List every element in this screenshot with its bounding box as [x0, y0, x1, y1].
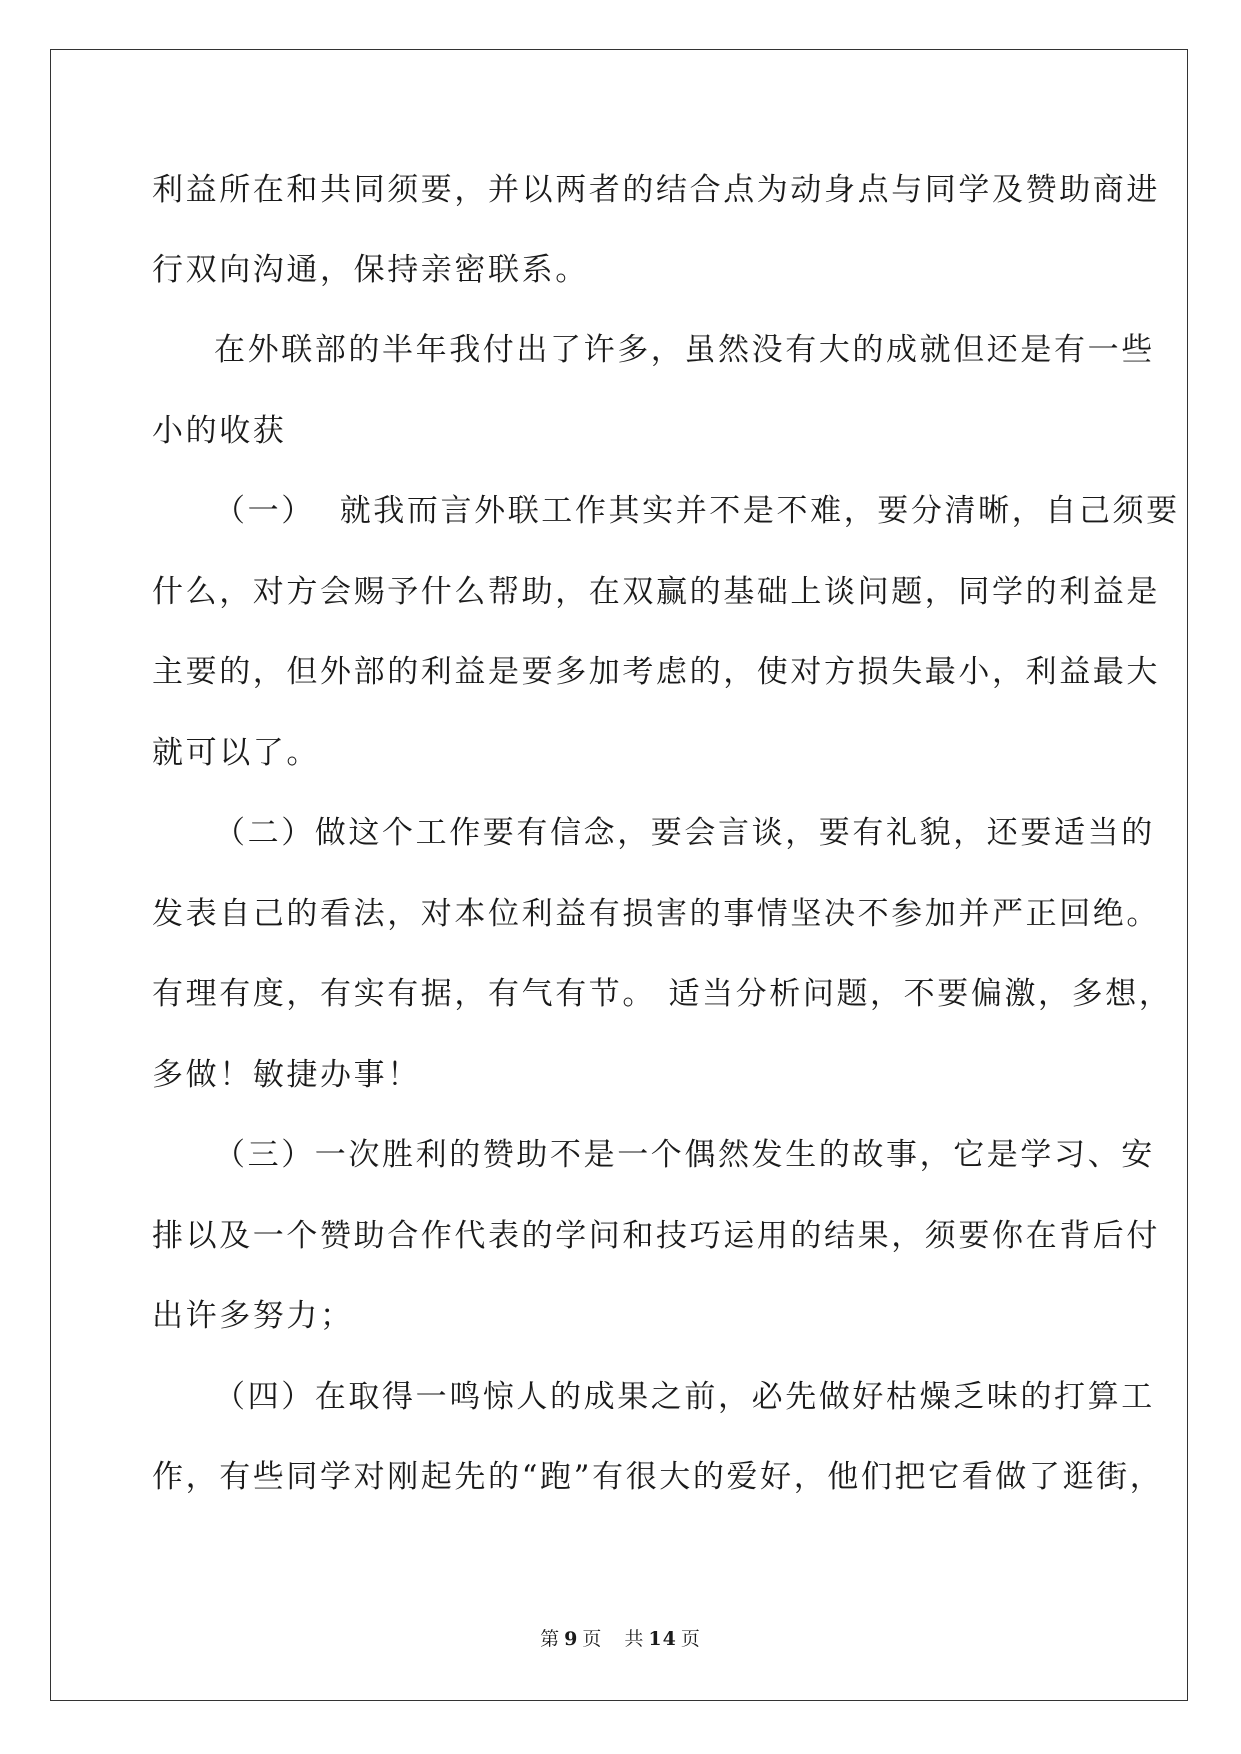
- paragraph-line: （二）做这个工作要有信念，要会言谈，要有礼貌，还要适当的: [214, 815, 1155, 851]
- paragraph-line: 发表自己的看法，对本位利益有损害的事情坚决不参加并严正回绝。: [152, 896, 1160, 932]
- page-footer: [0, 1627, 1241, 1651]
- page-label-suffix: 页: [582, 1628, 603, 1650]
- paragraph-line: 排以及一个赞助合作代表的学问和技巧运用的结果，须要你在背后付: [152, 1218, 1160, 1254]
- paragraph-line: （四）在取得一鸣惊人的成果之前，必先做好枯燥乏味的打算工: [214, 1379, 1155, 1415]
- paragraph-line: 在外联部的半年我付出了许多，虽然没有大的成就但还是有一些: [214, 332, 1155, 368]
- total-label-prefix: 共: [624, 1628, 645, 1650]
- paragraph-line: 就可以了。: [152, 735, 320, 771]
- total-label-suffix: 页: [680, 1628, 701, 1650]
- paragraph-line: 行双向沟通，保持亲密联系。: [152, 252, 589, 288]
- page-label-prefix: 第: [540, 1628, 561, 1650]
- paragraph-line: （一） 就我而言外联工作其实并不是不难，要分清晰，自己须要: [214, 493, 1180, 529]
- total-pages: 14: [648, 1628, 677, 1650]
- paragraph-line: 小的收获: [152, 413, 287, 449]
- paragraph-line: 主要的，但外部的利益是要多加考虑的，使对方损失最小，利益最大: [152, 654, 1160, 690]
- paragraph-line: 有理有度，有实有据，有气有节。 适当分析问题，不要偏激，多想，: [152, 976, 1173, 1012]
- paragraph-line: 作，有些同学对刚起先的“跑”有很大的爱好，他们把它看做了逛街，: [152, 1459, 1164, 1495]
- page-border: [50, 49, 1188, 1701]
- paragraph-line: 多做！敏捷办事！: [152, 1057, 421, 1093]
- paragraph-line: 什么，对方会赐予什么帮助，在双赢的基础上谈问题，同学的利益是: [152, 574, 1160, 610]
- paragraph-line: （三）一次胜利的赞助不是一个偶然发生的故事，它是学习、安: [214, 1137, 1155, 1173]
- paragraph-line: 利益所在和共同须要，并以两者的结合点为动身点与同学及赞助商进: [152, 172, 1160, 208]
- paragraph-line: 出许多努力；: [152, 1298, 354, 1334]
- page-number: 9: [564, 1628, 579, 1650]
